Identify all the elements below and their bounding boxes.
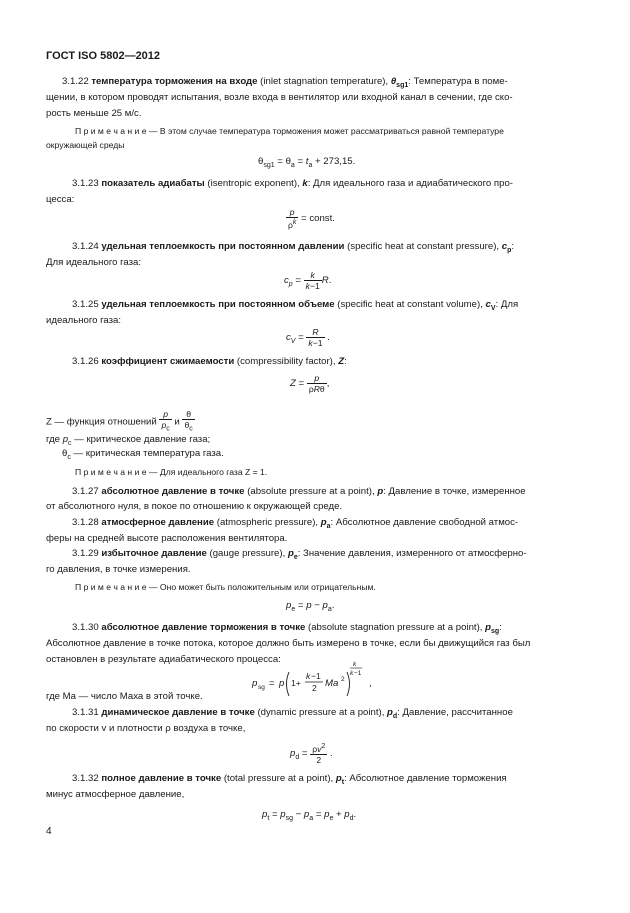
item-3-1-30: 3.1.30 абсолютное давление торможения в точке (absolute stagnation pressure at a point), $p_{sg}$: <box>72 622 502 635</box>
z-function-definition: Z — функция отношений $\frac{p}{p_c}$ и $\frac{\theta}{\theta_c}$ <box>46 409 193 433</box>
item-3-1-24: 3.1.24 удельная теплоемкость при постоянном давлении (specific heat at constant pressure), $c_p$: <box>72 241 515 254</box>
formula-z: Z = p ρRθ , <box>290 373 330 394</box>
svg-text:k: k <box>350 670 354 677</box>
item-3-1-25: 3.1.25 удельная теплоемкость при постоянном объеме (specific heat at constant volume), $c_V$: Для <box>72 299 519 312</box>
svg-text:2: 2 <box>341 676 345 683</box>
item-3-1-31-line2: по скорости v и плотности ρ воздуха в точке, <box>46 723 246 734</box>
item-3-1-27: 3.1.27 абсолютное давление в точке (absolute pressure at a point), p: Давление в точке, измеренное <box>72 486 526 497</box>
thetac-definition: $\theta_c$ — критическая температура газа. <box>62 448 224 461</box>
item-3-1-23: 3.1.23 показатель адиабаты (isentropic exponent), k: Для идеального газа и адиабатического про- <box>72 178 513 189</box>
item-3-1-30-line3: остановлен в результате адиабатического процесса: <box>46 654 281 665</box>
note-3-1-22-line2: окружающей среды <box>46 140 125 150</box>
svg-text:2: 2 <box>312 683 317 693</box>
item-3-1-29: 3.1.29 избыточное давление (gauge pressure), $p_e$: Значение давления, измеренного от атмосферно- <box>72 548 527 561</box>
formula-psg <box>252 660 382 703</box>
formula-cv: $c_V$ = $\frac{R}{k-1}$ . <box>286 327 330 348</box>
item-3-1-27-line2: от абсолютного нуля, в покое по отношению к окружающей среде. <box>46 501 343 512</box>
formula-pt: $p_t = p_{sg} - p_a = p_e + p_d$. <box>262 809 357 822</box>
page-number: 4 <box>46 826 52 837</box>
note-3-1-22: П р и м е ч а н и е — В этом случае температура торможения может рассматриваться равной температуре <box>75 126 504 136</box>
item-3-1-31: 3.1.31 динамическое давление в точке (dynamic pressure at a point), $p_d$: Давление, рассчитанное <box>72 707 513 720</box>
item-3-1-30-line2: Абсолютное давление в точке потока, которое должно быть измерено в точке, если бы движущийся газ был <box>46 638 531 649</box>
item-3-1-23-line2: цесса: <box>46 194 75 205</box>
svg-text:−1: −1 <box>354 670 362 677</box>
psg-equation <box>252 660 382 700</box>
item-3-1-24-line2: Для идеального газа: <box>46 257 142 268</box>
item-3-1-29-line2: го давления, в точке измерения. <box>46 564 191 575</box>
formula-cp: $c_p$ = $\frac{k}{k-1}$ R. <box>284 270 332 291</box>
ma-definition: где Ma — число Маха в этой точке. <box>46 691 203 702</box>
item-3-1-26: 3.1.26 коэффициент сжимаемости (compressibility factor), Z: <box>72 356 347 367</box>
item-3-1-22-line3: рость меньше 25 м/с. <box>46 108 142 119</box>
svg-text:sg: sg <box>258 684 265 691</box>
item-3-1-25-line2: идеального газа: <box>46 315 122 326</box>
svg-text:p: p <box>252 678 258 689</box>
svg-text:1+: 1+ <box>291 678 301 688</box>
item-3-1-32-line2: минус атмосферное давление, <box>46 789 185 800</box>
note-3-1-29: П р и м е ч а н и е — Оно может быть положительным или отрицательным. <box>75 582 376 592</box>
note-3-1-26: П р и м е ч а н и е — Для идеального газа Z = 1. <box>75 467 268 477</box>
formula-pd: $p_d$ = $\frac{\rho v^2}{2}$ . <box>290 743 333 765</box>
formula-theta-sg1: $\theta_{sg1} = \theta_a = t_a + 273,15$. <box>258 156 356 169</box>
svg-text:k: k <box>306 671 311 681</box>
svg-text:=: = <box>269 678 275 689</box>
svg-text:k: k <box>353 661 357 668</box>
document-header: ГОСТ ISO 5802—2012 <box>46 50 161 62</box>
item-3-1-28-line2: феры на средней высоте расположения вентилятора. <box>46 533 288 544</box>
svg-text:p: p <box>279 678 285 689</box>
pc-definition: где $p_c$ — критическое давление газа; <box>46 434 211 447</box>
item-3-1-32: 3.1.32 полное давление в точке (total pressure at a point), $p_t$: Абсолютное давление торможения <box>72 773 507 786</box>
svg-text:,: , <box>369 678 372 689</box>
item-3-1-28: 3.1.28 атмосферное давление (atmospheric pressure), $p_a$: Абсолютное давление свободной атмос- <box>72 517 519 530</box>
svg-text:Ma: Ma <box>325 678 339 689</box>
svg-text:−1: −1 <box>311 671 321 681</box>
item-3-1-22-line2: щении, в котором проводят испытания, возле входа в вентилятор или входной канал в сечении, где ско- <box>46 92 513 103</box>
item-3-1-22: 3.1.22 температура торможения на входе (inlet stagnation temperature), $\theta_{sg1}$: Температура в поме- <box>62 76 508 89</box>
formula-pe: $p_e = p - p_a$. <box>286 600 335 613</box>
formula-isentropic: $\frac{p}{\rho^k}$ = const. <box>288 207 335 230</box>
